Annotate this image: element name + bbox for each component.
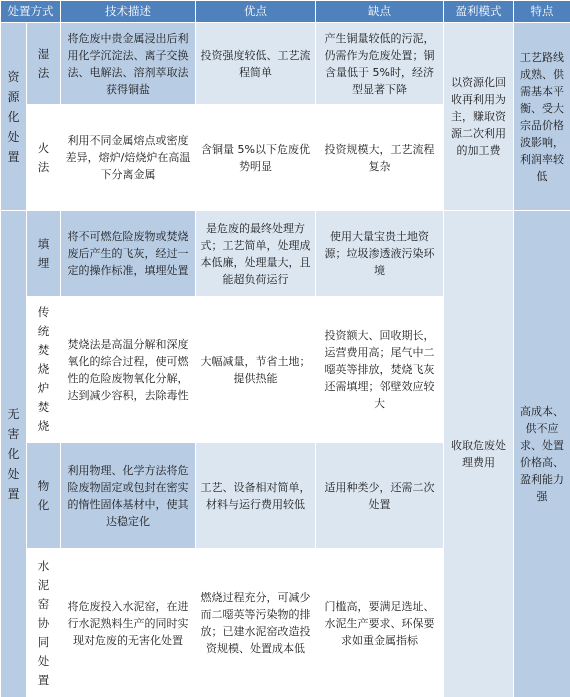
pros-cell: 燃烧过程充分，可减少而二噁英等污染物的排放；已建水泥窑改造投资规模、处置成本低 bbox=[196, 549, 316, 697]
cons-cell: 门槛高，要满足选址、水泥生产要求、环保要求如重金属指标 bbox=[316, 549, 444, 697]
pros-cell: 投资强度较低、工艺流程简单 bbox=[196, 23, 316, 105]
pros-cell: 工艺、设备相对简单，材料与运行费用较低 bbox=[196, 443, 316, 549]
cons-cell: 投资额大、回收期长，运营费用高；尾气中二噁英等排放，焚烧飞灰还需填埋；邻壁效应较大 bbox=[316, 297, 444, 443]
header-method: 处置方式 bbox=[1, 1, 61, 23]
header-row bbox=[1, 1, 570, 23]
cons-cell: 适用种类少，还需二次处置 bbox=[316, 443, 444, 549]
method-fire: 火法 bbox=[27, 105, 61, 211]
cons-cell: 使用大量宝贵土地资源；垃圾渗透液污染环境 bbox=[316, 211, 444, 297]
category-harmless: 无害化处置 bbox=[1, 211, 27, 697]
header-tech: 技术描述 bbox=[61, 1, 196, 23]
profit-harmless: 收取危废处理费用 bbox=[444, 211, 514, 697]
cons-cell: 产生铜量较低的污泥，仍需作为危废处置；铜含量低于 5%时，经济型显著下降 bbox=[316, 23, 444, 105]
method-landfill: 填埋 bbox=[27, 211, 61, 297]
profit-resource: 以资源化回收再利用为主，赚取资源二次利用的加工费 bbox=[444, 23, 514, 211]
method-cement-kiln: 水泥窑协同处置 bbox=[27, 549, 61, 697]
pros-cell: 是危废的最终处理方式；工艺简单，处理成本低廉，处理量大，且能超负荷运行 bbox=[196, 211, 316, 297]
table-row bbox=[1, 211, 570, 297]
features-harmless: 高成本、供不应求、处置价格高、盈利能力强 bbox=[514, 211, 570, 697]
tech-cell: 将不可燃危险废物或焚烧废后产生的飞灰，经过一定的操作标准，填埋处置 bbox=[61, 211, 196, 297]
tech-cell: 将危废中贵金属浸出后利用化学沉淀法、离子交换法、电解法、溶剂萃取法获得铜盐 bbox=[61, 23, 196, 105]
tech-cell: 利用不同金属熔点或密度差异，熔炉/焙烧炉在高温下分离金属 bbox=[61, 105, 196, 211]
tech-cell: 将危废投入水泥窑，在进行水泥熟料生产的同时实现对危废的无害化处置 bbox=[61, 549, 196, 697]
table-row bbox=[1, 23, 570, 105]
tech-cell: 焚烧法是高温分解和深度氧化的综合过程，使可燃性的危险废物氧化分解，达到减少容积，去除毒性 bbox=[61, 297, 196, 443]
pros-cell: 大幅减量，节省土地；提供热能 bbox=[196, 297, 316, 443]
header-features: 特点 bbox=[514, 1, 570, 23]
method-incineration: 传统焚烧炉焚烧 bbox=[27, 297, 61, 443]
pros-cell: 含铜量 5%以下危废优势明显 bbox=[196, 105, 316, 211]
header-profit: 盈利模式 bbox=[444, 1, 514, 23]
cons-cell: 投资规模大，工艺流程复杂 bbox=[316, 105, 444, 211]
method-physchem: 物化 bbox=[27, 443, 61, 549]
method-wet: 湿法 bbox=[27, 23, 61, 105]
header-pros: 优点 bbox=[196, 1, 316, 23]
category-resource: 资源化处置 bbox=[1, 23, 27, 211]
header-cons: 缺点 bbox=[316, 1, 444, 23]
tech-cell: 利用物理、化学方法将危险废物固定或包封在密实的惰性固体基材中，使其达稳定化 bbox=[61, 443, 196, 549]
features-resource: 工艺路线成熟、供需基本平衡、受大宗品价格波影响，利润率较低 bbox=[514, 23, 570, 211]
